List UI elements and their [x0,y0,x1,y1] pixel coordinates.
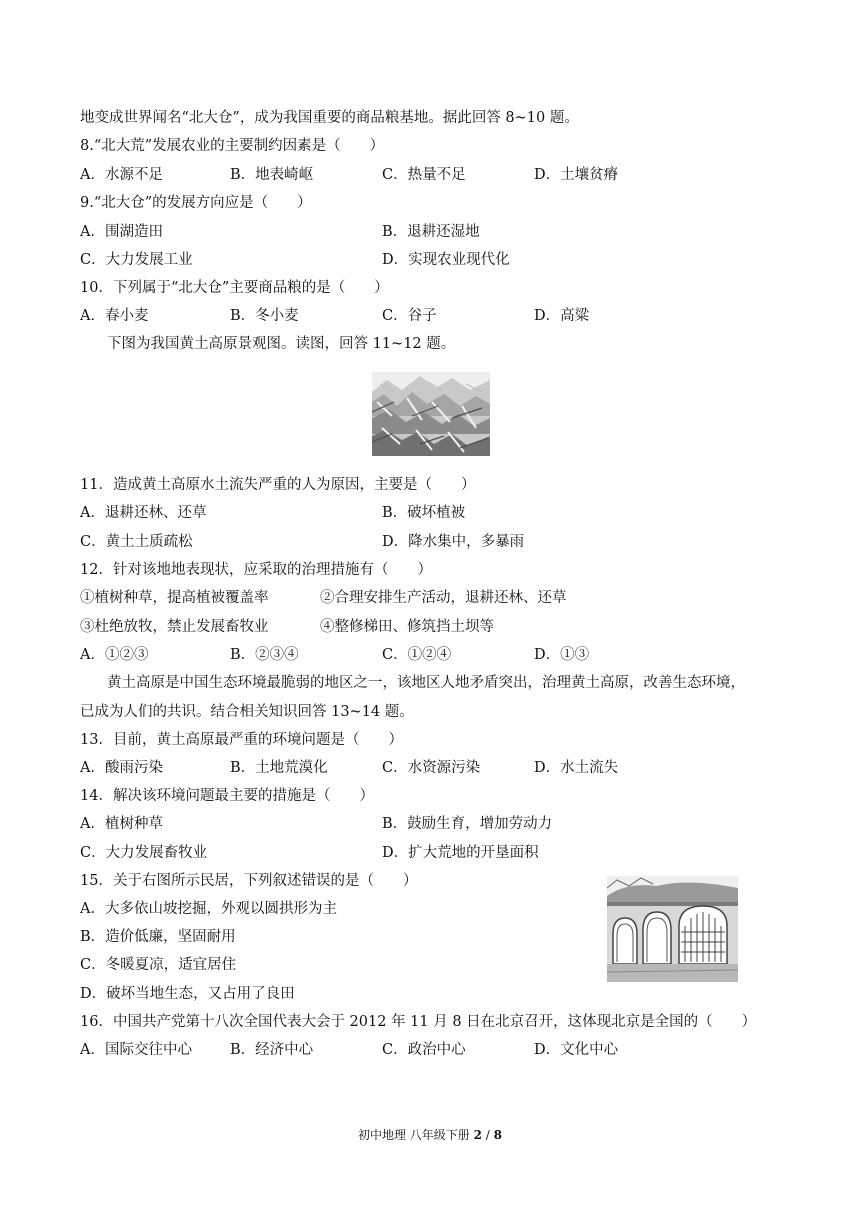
paragraph-line-1: 黄土高原是中国生态环境最脆弱的地区之一，该地区人地矛盾突出，治理黄土高原，改善生态环境， [107,675,745,691]
option-a: A．退耕还林、还草 [80,505,207,521]
option-c: C．大力发展畜牧业 [80,845,208,861]
question-16-stem: 16．中国共产党第十八次全国代表大会于 2012 年 11 月 8 日在北京召开，这体现北京是全国的（ ） [80,1014,757,1030]
option-d: D．降水集中，多暴雨 [382,534,525,550]
option-c: C．政治中心 [382,1042,466,1058]
option-a: A．围湖造田 [80,224,163,240]
option-a: A．大多依山坡挖掘，外观以圆拱形为主 [80,901,337,917]
measure-4: ④整修梯田、修筑挡土坝等 [320,619,494,635]
page-number: 2 [473,1128,482,1142]
option-c: C．热量不足 [382,167,466,183]
paragraph-line-2: 已成为人们的共识。结合相关知识回答 13~14 题。 [80,704,414,720]
measure-3: ③杜绝放牧，禁止发展畜牧业 [80,619,269,635]
question-11-stem: 11．造成黄土高原水土流失严重的人为原因，主要是（ ） [80,477,476,493]
option-b: B．土地荒漠化 [230,760,328,776]
question-15-stem: 15．关于右图所示民居，下列叙述错误的是（ ） [80,873,418,889]
option-b: B．经济中心 [230,1042,314,1058]
option-d: D．土壤贫瘠 [534,167,619,183]
measure-2: ②合理安排生产活动，退耕还林、还草 [320,590,567,606]
option-a: A．酸雨污染 [80,760,163,776]
question-10-stem: 10．下列属于“北大仓”主要商品粮的是（ ） [80,280,389,296]
question-13-stem: 13．目前，黄土高原最严重的环境问题是（ ） [80,732,403,748]
option-b: B．②③④ [230,647,299,663]
option-b: B．冬小麦 [230,308,299,324]
option-a: A．水源不足 [80,167,163,183]
page-footer [0,1126,860,1143]
option-a: A．春小麦 [80,308,149,324]
page-separator: / [481,1128,494,1142]
option-c: C．黄土土质疏松 [80,534,193,550]
option-d: D．水土流失 [534,760,619,776]
loess-intro: 下图为我国黄土高原景观图。读图，回答 11~12 题。 [107,336,456,352]
option-a: A．植树种草 [80,816,163,832]
cave-dwelling-image [607,876,738,982]
loess-plateau-landscape-image [372,372,490,456]
option-b: B．地表崎岖 [230,167,314,183]
option-d: D．①③ [534,647,590,663]
option-b: B．鼓励生育，增加劳动力 [382,816,553,832]
option-d: D．扩大荒地的开垦面积 [382,845,539,861]
option-d: D．高粱 [534,308,590,324]
footer-label: 初中地理 八年级下册 [357,1128,470,1142]
option-a: A．①②③ [80,647,149,663]
option-c: C．谷子 [382,308,437,324]
question-14-stem: 14．解决该环境问题最主要的措施是（ ） [80,788,374,804]
option-d: D．实现农业现代化 [382,252,510,268]
page-total: 8 [493,1128,503,1142]
question-9-stem: 9.“北大仓”的发展方向应是（ ） [80,195,312,211]
option-b: B．破坏植被 [382,505,466,521]
measure-1: ①植树种草，提高植被覆盖率 [80,590,269,606]
question-8-stem: 8.“北大荒”发展农业的主要制约因素是（ ） [80,138,385,154]
question-12-stem: 12．针对该地地表现状，应采取的治理措施有（ ） [80,562,432,578]
option-b: B．退耕还湿地 [382,224,480,240]
option-b: B．造价低廉，坚固耐用 [80,929,236,945]
option-a: A．国际交往中心 [80,1042,192,1058]
intro-line: 地变成世界闻名“北大仓”，成为我国重要的商品粮基地。据此回答 8~10 题。 [80,110,579,126]
option-d: D．破坏当地生态，又占用了良田 [80,986,295,1002]
option-d: D．文化中心 [534,1042,619,1058]
option-c: C．冬暖夏凉，适宜居住 [80,957,237,973]
option-c: C．①②④ [382,647,452,663]
option-c: C．大力发展工业 [80,252,193,268]
option-c: C．水资源污染 [382,760,481,776]
